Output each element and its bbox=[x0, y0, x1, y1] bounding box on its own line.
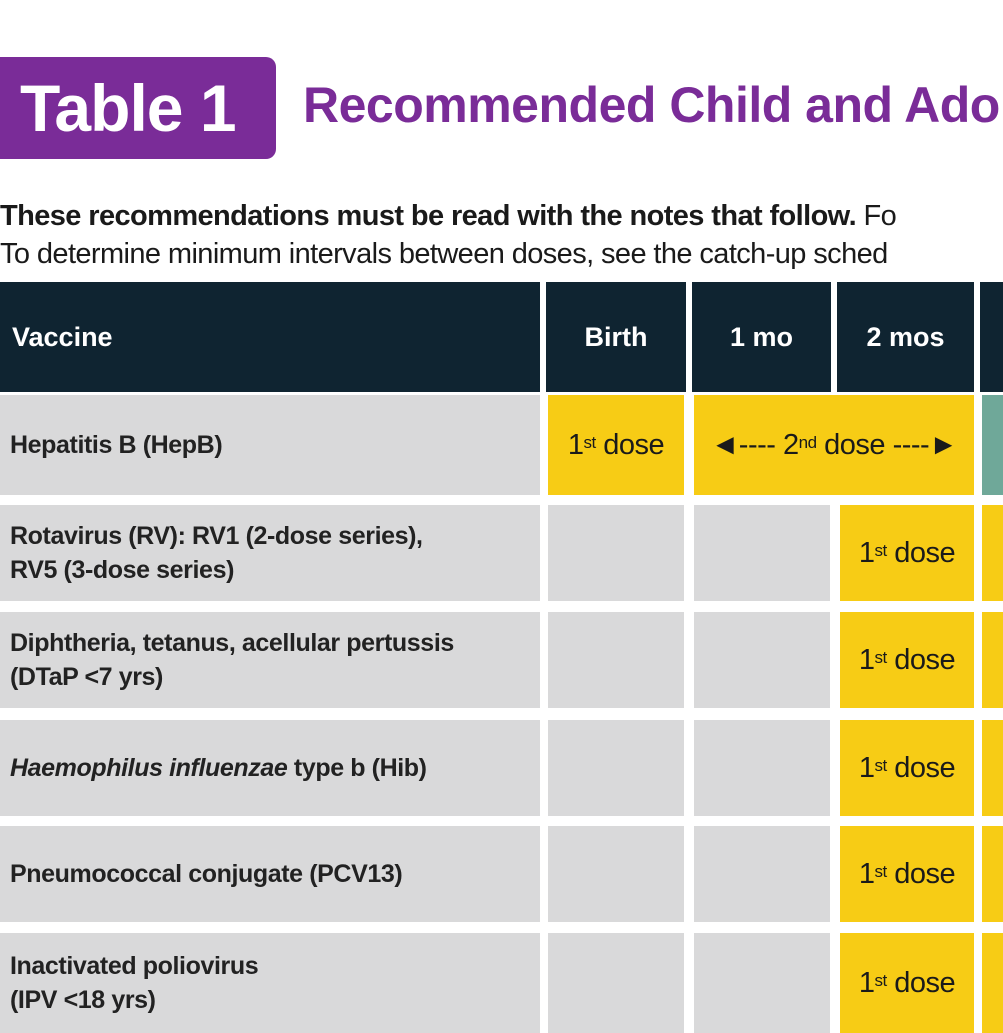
pcv-2mos-dose: 1 $^{st}$ dose bbox=[840, 826, 974, 922]
pcv-birth bbox=[548, 826, 684, 922]
dtap-birth bbox=[548, 612, 684, 708]
rv-1mo bbox=[694, 505, 830, 601]
arrow-left-icon: ◄---- bbox=[710, 428, 776, 461]
hib-1mo bbox=[694, 720, 830, 816]
hib-birth bbox=[548, 720, 684, 816]
intro-rest: Fo bbox=[856, 200, 897, 232]
intro-text bbox=[0, 197, 896, 273]
col-header-1mo: 1 mo bbox=[692, 282, 831, 392]
vaccine-hib: Haemophilus influenzae type b (Hib) bbox=[0, 720, 540, 816]
vaccine-ipv: Inactivated poliovirus (IPV <18 yrs) bbox=[0, 933, 540, 1033]
ipv-2mos-dose: 1 $^{st}$ dose bbox=[840, 933, 974, 1033]
ipv-next-col bbox=[982, 933, 1003, 1033]
dtap-2mos-dose: 1 $^{st}$ dose bbox=[840, 612, 974, 708]
rv-birth bbox=[548, 505, 684, 601]
ipv-birth bbox=[548, 933, 684, 1033]
arrow-right-icon: ----► bbox=[892, 428, 958, 461]
vaccine-rotavirus: Rotavirus (RV): RV1 (2-dose series), RV5 (3-dose series) bbox=[0, 505, 540, 601]
table-number-badge: Table 1 bbox=[0, 57, 276, 159]
intro-line2: To determine minimum intervals between doses, see the catch-up sched bbox=[0, 238, 888, 270]
hepb-next-col bbox=[982, 395, 1003, 495]
col-header-vaccine: Vaccine bbox=[0, 282, 540, 392]
hib-2mos-dose: 1 $^{st}$ dose bbox=[840, 720, 974, 816]
pcv-1mo bbox=[694, 826, 830, 922]
pcv-next-col bbox=[982, 826, 1003, 922]
vaccine-hepb: Hepatitis B (HepB) bbox=[0, 395, 540, 495]
dtap-next-col bbox=[982, 612, 1003, 708]
intro-bold: These recommendations must be read with the notes that follow. bbox=[0, 200, 857, 232]
hib-next-col bbox=[982, 720, 1003, 816]
page-title: Recommended Child and Ado bbox=[303, 77, 1000, 133]
hepb-birth-dose: 1 $^{st}$ dose bbox=[548, 395, 684, 495]
col-header-birth: Birth bbox=[546, 282, 686, 392]
col-header-2mos: 2 mos bbox=[837, 282, 974, 392]
col-header-next bbox=[980, 282, 1003, 392]
rv-2mos-dose: 1 $^{st}$ dose bbox=[840, 505, 974, 601]
vaccine-dtap: Diphtheria, tetanus, acellular pertussis (DTaP <7 yrs) bbox=[0, 612, 540, 708]
hepb-2nd-dose-span: ◄---- 2 $^{nd}$ dose ----► bbox=[694, 395, 974, 495]
dtap-1mo bbox=[694, 612, 830, 708]
rv-next-col bbox=[982, 505, 1003, 601]
ipv-1mo bbox=[694, 933, 830, 1033]
vaccine-pcv13: Pneumococcal conjugate (PCV13) bbox=[0, 826, 540, 922]
